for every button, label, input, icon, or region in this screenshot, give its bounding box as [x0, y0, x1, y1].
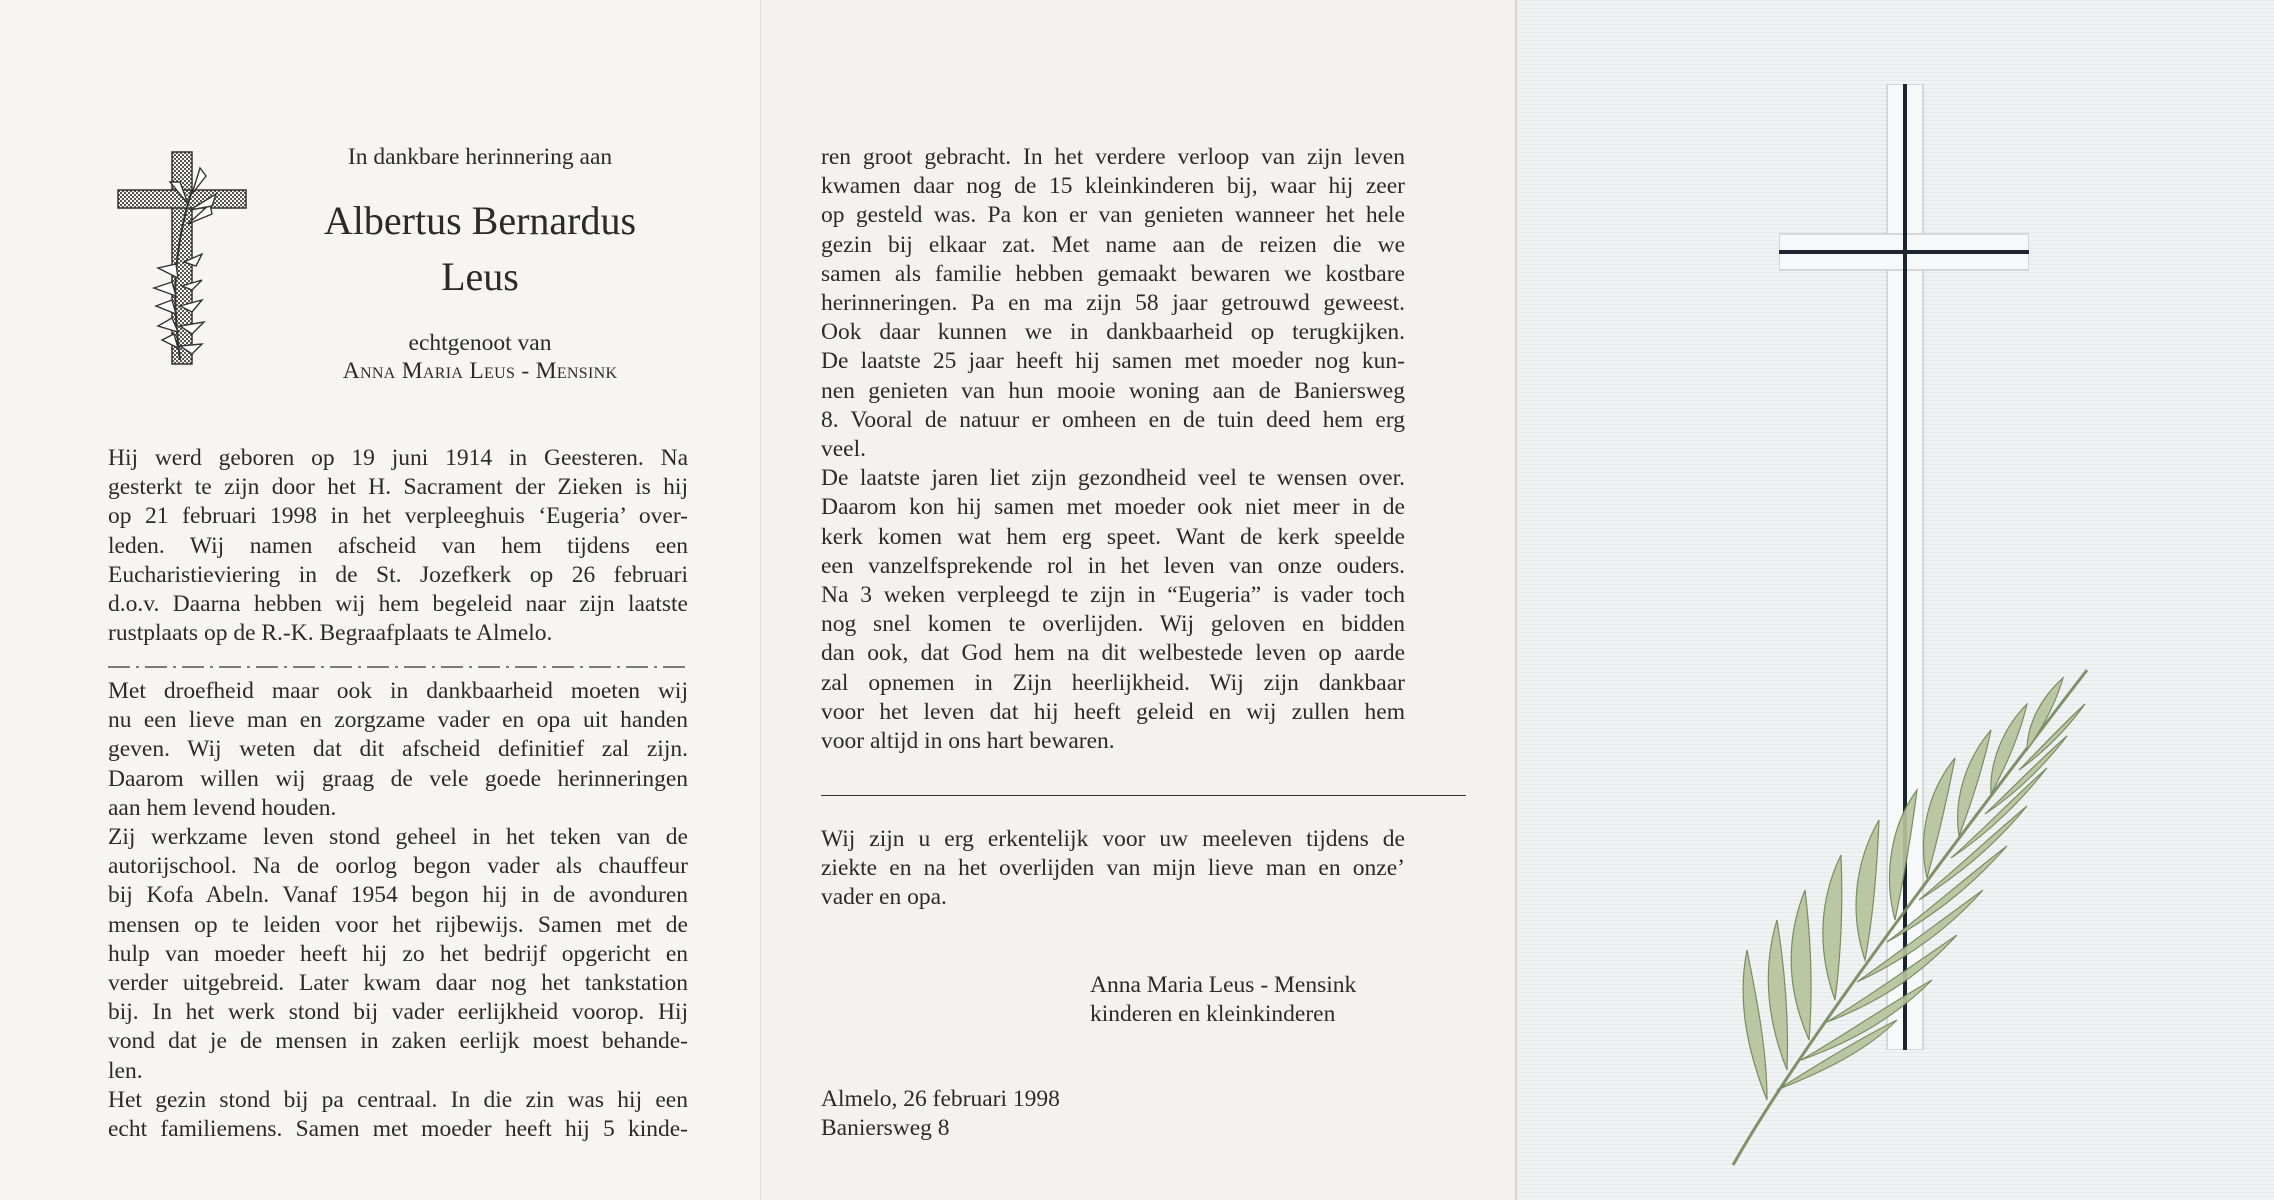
signature-family: kinderen en kleinkinderen — [1090, 1001, 1336, 1028]
panel-right — [1515, 0, 2274, 1200]
text-line: Na 3 weken verpleegd te zijn in “Eugeria” is vader toch — [821, 582, 1405, 609]
text-line: geven. Wij weten dat dit afscheid definitief zal zijn. — [108, 736, 688, 763]
text-line: mensen op te leiden voor het rijbewijs. Samen met de — [108, 911, 688, 938]
text-line: nog snel komen te overlijden. Wij geloven en bidden — [821, 611, 1405, 638]
text-line: hulp van moeder heeft hij zo het bedrijf opgericht en — [108, 940, 688, 967]
text-line: Ook daar kunnen we in dankbaarheid op terugkijken. — [821, 319, 1405, 346]
text-line: De laatste 25 jaar heeft hij samen met moeder nog kun- — [821, 348, 1405, 375]
text-line: echt familiemens. Samen met moeder heeft hij 5 kinde- — [108, 1116, 688, 1143]
text-line: Daarom kon hij samen met moeder ook niet meer in de — [821, 494, 1405, 521]
deceased-surname: Leus — [441, 254, 519, 299]
text-line: verder uitgebreid. Later kwam daar nog het tankstation — [108, 970, 688, 997]
text-line: herinneringen. Pa en ma zijn 58 jaar getrouwd geweest. — [821, 290, 1405, 317]
thanks-paragraph — [821, 825, 1405, 913]
text-line: Eucharistieviering in de St. Jozefkerk op 26 februari — [108, 561, 688, 588]
text-line: Wij zijn u erg erkentelijk voor uw meeleven tijdens de — [821, 826, 1405, 852]
spouse-intro-text: echtgenoot van — [408, 330, 552, 356]
text-line: bij. In het werk stond bij vader eerlijkheid voorop. Hij — [108, 999, 688, 1026]
text-line: 8. Vooral de natuur er omheen en de tuin deed hem erg — [821, 406, 1405, 433]
text-line: voor altijd in ons hart bewaren. — [821, 728, 1115, 755]
text-line: aan hem levend houden. — [108, 794, 337, 821]
text-line: vond dat je de mensen in zaken eerlijk moest behande- — [108, 1028, 688, 1055]
text-line: zal opnemen in Zijn heerlijkheid. Wij zijn dankbaar — [821, 669, 1405, 696]
place-date: Almelo, 26 februari 1998 — [821, 1086, 1060, 1112]
text-line: len. — [108, 1057, 143, 1084]
text-line: Zij werkzame leven stond geheel in het teken van de — [108, 824, 688, 851]
palm-branch-icon — [1727, 650, 2097, 1170]
text-line: d.o.v. Daarna hebben wij hem begeleid naar zijn laatste — [108, 591, 688, 618]
text-line: nen genieten van hun mooie woning aan de Baniersweg — [821, 377, 1405, 404]
text-line: ziekte en na het overlijden van mijn lieve man en onze’ — [821, 855, 1405, 882]
birth-death-paragraph — [108, 444, 688, 648]
text-line: gezin bij elkaar zat. Met name aan de reizen die we — [821, 231, 1405, 258]
life-story-paragraph — [108, 677, 688, 1144]
intro-text: In dankbare herinnering aan — [347, 144, 613, 170]
cross-with-palm-icon — [114, 150, 250, 366]
text-line: een vanzelfsprekende rol in het leven van onze ouders. — [821, 552, 1405, 579]
panel-left — [0, 0, 760, 1200]
deceased-first-names: Albertus Bernardus — [323, 198, 637, 243]
text-line: Hij werd geboren op 19 juni 1914 in Geesteren. Na — [108, 445, 688, 471]
spouse-name: Anna Maria Leus - Mensink — [342, 358, 618, 384]
signature-block — [1090, 971, 1430, 1029]
text-line: vader en opa. — [821, 884, 947, 911]
text-line: bij Kofa Abeln. Vanaf 1954 begon hij in de avonduren — [108, 882, 688, 909]
dash-dot-divider — [108, 664, 688, 670]
signature-name: Anna Maria Leus - Mensink — [1090, 972, 1357, 998]
text-line: rustplaats op de R.-K. Begraafplaats te Almelo. — [108, 620, 553, 647]
text-line: kwamen daar nog de 15 kleinkinderen bij, waar hij zeer — [821, 173, 1405, 200]
text-line: voor het leven dat hij heeft geleid en wij zullen hem — [821, 698, 1405, 725]
text-line: veel. — [821, 436, 867, 463]
text-line: ren groot gebracht. In het verdere verloop van zijn leven — [821, 144, 1405, 170]
text-line: samen als familie hebben gemaakt bewaren we kostbare — [821, 260, 1405, 287]
text-line: Met droefheid maar ook in dankbaarheid moeten wij — [108, 678, 688, 704]
text-line: autorijschool. Na de oorlog begon vader als chauffeur — [108, 853, 688, 880]
text-line: Daarom willen wij graag de vele goede herinneringen — [108, 765, 688, 792]
life-story-continued — [821, 143, 1405, 756]
text-line: op 21 februari 1998 in het verpleeghuis ‘Eugeria’ over- — [108, 503, 688, 530]
text-line: op gesteld was. Pa kon er van genieten wanneer het hele — [821, 202, 1405, 229]
panel-middle — [760, 0, 1515, 1200]
address-block — [821, 1085, 1161, 1143]
text-line: nu een lieve man en zorgzame vader en opa uit handen — [108, 707, 688, 734]
text-line: kerk komen wat hem erg speet. Want de kerk speelde — [821, 523, 1405, 550]
text-line: De laatste jaren liet zijn gezondheid veel te wensen over. — [821, 465, 1405, 492]
text-line: gesterkt te zijn door het H. Sacrament der Zieken is hij — [108, 474, 688, 501]
text-line: Het gezin stond bij pa centraal. In die zin was hij een — [108, 1086, 688, 1113]
street-address: Baniersweg 8 — [821, 1115, 950, 1142]
text-line: dan ook, dat God hem na dit welbestede leven op aarde — [821, 640, 1405, 667]
horizontal-rule — [821, 795, 1466, 796]
text-line: leden. Wij namen afscheid van hem tijdens een — [108, 532, 688, 559]
